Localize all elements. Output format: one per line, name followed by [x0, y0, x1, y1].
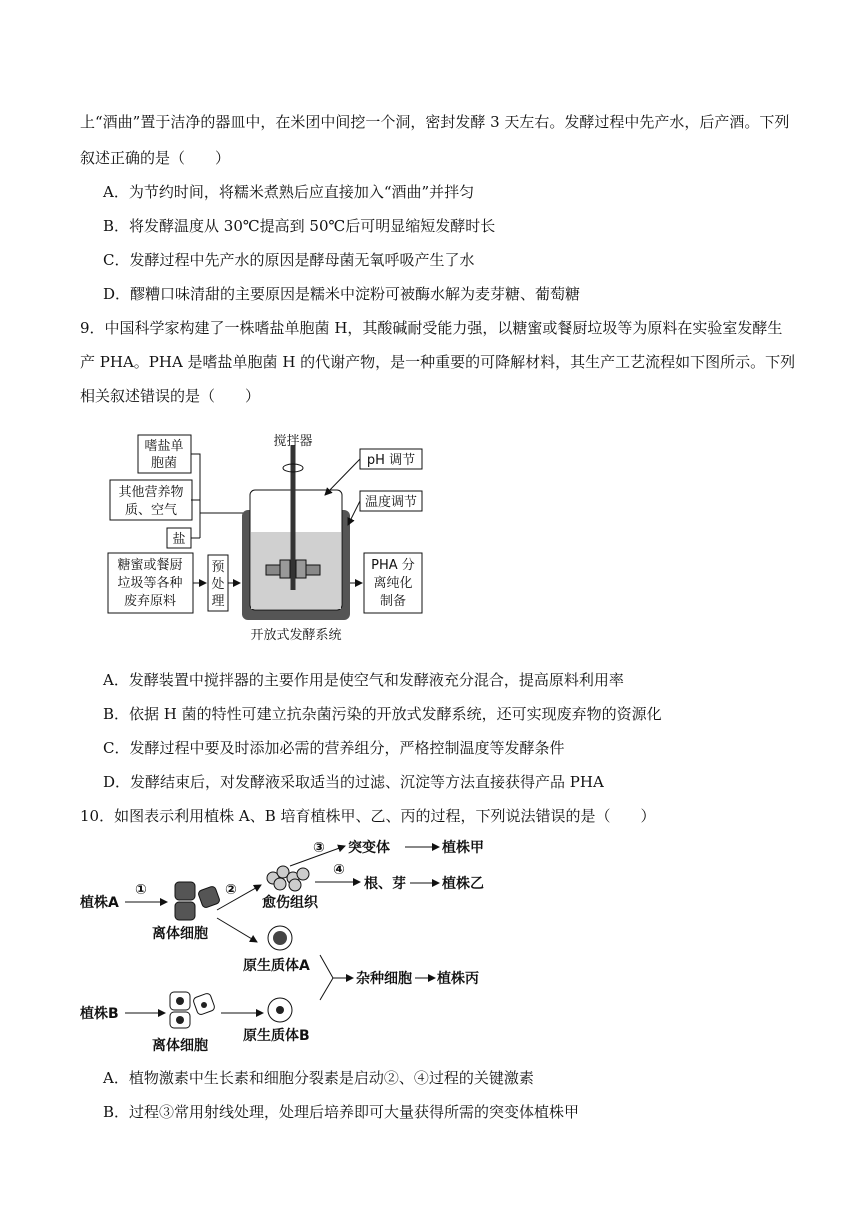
box-temp-label: 温度调节	[364, 495, 418, 510]
q9-option-b: B．依据 H 菌的特性可建立抗杂菌污染的开放式发酵系统，还可实现废弃物的资源化	[103, 705, 662, 723]
q10-stem: 10．如图表示利用植株 A、B 培育植株甲、乙、丙的过程，下列说法错误的是（ ）	[80, 807, 656, 825]
box-ph-label: pH 调节	[366, 453, 416, 468]
box-nutrients-l1: 其他营养物	[118, 485, 184, 500]
q10-option-a: A．植物激素中生长素和细胞分裂素是启动②、④过程的关键激素	[103, 1069, 534, 1087]
callus-label: 愈伤组织	[262, 895, 318, 911]
protoplast-b-label: 原生质体B	[243, 1028, 310, 1044]
fermentation-diagram	[100, 425, 440, 655]
callus-icon	[267, 866, 309, 891]
box-nutrients-l2: 质、空气	[124, 503, 178, 518]
isolated-cells-b-icon	[170, 992, 216, 1028]
q10-option-b: B．过程③常用射线处理，处理后培养即可大量获得所需的突变体植株甲	[103, 1103, 580, 1121]
impeller-mid-l	[280, 560, 290, 578]
q8-stem-line1: 上“酒曲”置于洁净的器皿中，在米团中间挖一个洞，密封发酵 3 天左右。发酵过程中先产水，后产酒。下列	[80, 113, 790, 131]
q8-option-a: A．为节约时间，将糯米煮熟后应直接加入“酒曲”并拌匀	[103, 183, 475, 201]
q9-stem-line3: 相关叙述错误的是（ ）	[80, 387, 261, 405]
box-product-l2: 离纯化	[373, 576, 413, 591]
q9-option-a: A．发酵装置中搅拌器的主要作用是使空气和发酵液充分混合，提高原料利用率	[103, 671, 624, 689]
plant-culture-diagram	[75, 830, 515, 1060]
box-pretreat-l2: 处	[211, 577, 225, 592]
box-bacteria-l1: 嗜盐单	[144, 439, 184, 454]
step3-label: ③	[313, 840, 325, 856]
step2-label: ②	[225, 882, 237, 898]
box-bacteria-l2: 胞菌	[150, 456, 178, 471]
q9-option-d: D．发酵结束后，对发酵液采取适当的过滤、沉淀等方法直接获得产品 PHA	[103, 773, 604, 791]
hybrid-label: 杂种细胞	[356, 971, 412, 987]
protoplast-a-icon	[268, 926, 292, 950]
q9-stem-line1: 9．中国科学家构建了一株嗜盐单胞菌 H，其酸碱耐受能力强，以糖蜜或餐厨垃圾等为原料在实验室发酵生	[80, 319, 783, 337]
box-salt-label: 盐	[172, 532, 186, 547]
isolated-cells-a-label: 离体细胞	[152, 926, 208, 942]
plant-bing-label: 植株丙	[437, 971, 479, 987]
step1-label: ①	[135, 882, 147, 898]
mutant-label: 突变体	[348, 840, 390, 856]
plant-a-label: 植株A	[80, 895, 119, 911]
q8-stem-line2: 叙述正确的是（ ）	[80, 149, 231, 167]
fermentation-caption: 开放式发酵系统	[250, 628, 342, 643]
protoplast-b-icon	[268, 998, 292, 1022]
box-pretreat-l3: 理	[211, 594, 225, 609]
box-raw-l2: 垃圾等各种	[117, 576, 183, 591]
q9-option-c: C．发酵过程中要及时添加必需的营养组分，严格控制温度等发酵条件	[103, 739, 565, 757]
box-pretreat-l1: 预	[211, 560, 225, 575]
stirrer-label: 搅拌器	[273, 434, 313, 449]
protoplast-a-label: 原生质体A	[243, 958, 310, 974]
box-raw-l1: 糖蜜或餐厨	[117, 558, 183, 573]
root-bud-label: 根、芽	[364, 876, 406, 892]
box-product-l1: PHA 分	[371, 558, 415, 573]
impeller-mid-r	[296, 560, 306, 578]
plant-jia-label: 植株甲	[442, 840, 484, 856]
isolated-cells-a-icon	[175, 882, 221, 920]
isolated-cells-b-label: 离体细胞	[152, 1038, 208, 1054]
q8-option-b: B．将发酵温度从 30℃提高到 50℃后可明显缩短发酵时长	[103, 217, 496, 235]
q9-stem-line2: 产 PHA。PHA 是嗜盐单胞菌 H 的代谢产物，是一种重要的可降解材料，其生产工艺流程如下图所示。下列	[80, 353, 796, 371]
q8-option-d: D．醪糟口味清甜的主要原因是糯米中淀粉可被酶水解为麦芽糖、葡萄糖	[103, 285, 581, 303]
box-product-l3: 制备	[379, 594, 407, 609]
step4-label: ④	[333, 862, 345, 878]
plant-yi-label: 植株乙	[442, 876, 484, 892]
q8-option-c: C．发酵过程中先产水的原因是酵母菌无氧呼吸产生了水	[103, 251, 475, 269]
box-raw-l3: 废弃原料	[123, 594, 177, 609]
plant-b-label: 植株B	[80, 1006, 119, 1022]
